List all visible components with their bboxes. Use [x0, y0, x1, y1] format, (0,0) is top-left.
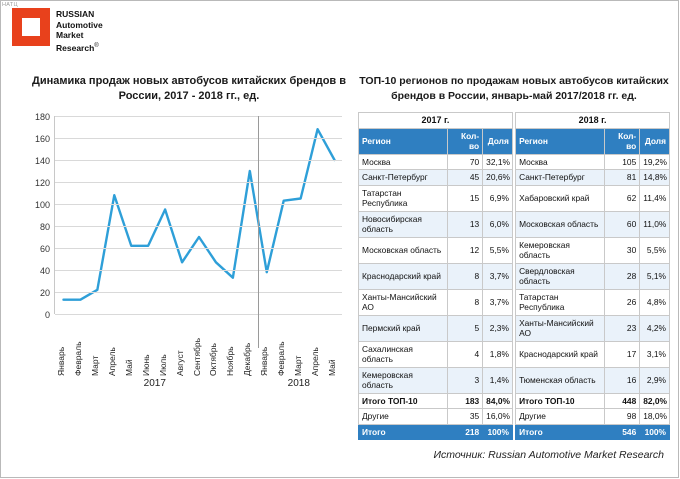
cell-share: 6,9%	[483, 185, 513, 211]
cell-region: Москва	[359, 154, 448, 170]
cell-count: 5	[448, 315, 483, 341]
registered-mark: ®	[94, 42, 99, 49]
logo-line-3: Market	[56, 30, 84, 40]
cell-count: 4	[448, 341, 483, 367]
table-row	[359, 154, 670, 170]
cell-share: 3,7%	[483, 289, 513, 315]
chart-x-tick-label: Февраль	[276, 341, 287, 376]
table-row	[359, 211, 670, 237]
cell-region: Краснодарский край	[516, 341, 605, 367]
cell-share: 1,4%	[483, 367, 513, 393]
cell-region: Санкт-Петербург	[516, 170, 605, 186]
chart-gridline	[34, 134, 342, 144]
chart-series-line	[55, 116, 343, 314]
chart-x-tick-label: Февраль	[72, 341, 83, 376]
chart-x-tick-label: Сентябрь	[191, 337, 202, 376]
logo-line-4: Research®	[56, 42, 99, 53]
cell-region: Сахалинская область	[359, 341, 448, 367]
chart-x-tick-label: Декабрь	[242, 342, 253, 376]
cell-region: Кемеровская область	[516, 237, 605, 263]
company-logo	[12, 8, 103, 53]
table-column-header-row	[359, 128, 670, 154]
cell-count: 62	[605, 185, 640, 211]
cell-share: 5,5%	[483, 237, 513, 263]
cell-total-count: 448	[605, 393, 640, 409]
line-chart	[20, 112, 350, 389]
year-header-2018: 2018 г.	[516, 113, 670, 129]
cell-region: Тюменская область	[516, 367, 605, 393]
cell-share: 6,0%	[483, 211, 513, 237]
cell-region: Новосибирская область	[359, 211, 448, 237]
chart-y-tick-label: 80	[39, 222, 50, 232]
cell-count: 3	[448, 367, 483, 393]
cell-others-count: 35	[448, 409, 483, 425]
col-share-2018: Доля	[640, 128, 670, 154]
cell-share: 20,6%	[483, 170, 513, 186]
col-count-2017: Кол-во	[448, 128, 483, 154]
cell-others-share: 18,0%	[640, 409, 670, 425]
cell-share: 5,5%	[640, 237, 670, 263]
chart-y-tick-label: 140	[34, 156, 50, 166]
cell-total-label: Итого ТОП-10	[359, 393, 448, 409]
cell-share: 3,1%	[640, 341, 670, 367]
chart-y-tick-label: 180	[34, 112, 50, 122]
chart-gridline	[34, 156, 342, 166]
cell-share: 5,1%	[640, 263, 670, 289]
cell-share: 3,7%	[483, 263, 513, 289]
cell-count: 28	[605, 263, 640, 289]
cell-grand-count: 546	[605, 424, 640, 440]
cell-share: 1,8%	[483, 341, 513, 367]
cell-count: 45	[448, 170, 483, 186]
chart-x-tick-label: Январь	[259, 346, 270, 376]
table-body	[359, 154, 670, 440]
chart-gridline	[39, 288, 342, 298]
col-region-2017: Регион	[359, 128, 448, 154]
table-row	[359, 237, 670, 263]
table-row	[359, 170, 670, 186]
cell-grand-count: 218	[448, 424, 483, 440]
cell-total-label: Итого ТОП-10	[516, 393, 605, 409]
table-row	[359, 289, 670, 315]
chart-period-label: 2018	[287, 378, 310, 389]
cell-grand-label: Итого	[516, 424, 605, 440]
cell-count: 81	[605, 170, 640, 186]
cell-count: 60	[605, 211, 640, 237]
logo-corner-text: НАТЦ	[2, 2, 18, 8]
cell-count: 30	[605, 237, 640, 263]
cell-region: Московская область	[516, 211, 605, 237]
chart-x-tick-label: Март	[89, 355, 100, 376]
cell-region: Кемеровская область	[359, 367, 448, 393]
chart-gridline	[44, 310, 342, 320]
year-header-2017: 2017 г.	[359, 113, 513, 129]
chart-x-tick-label: Апрель	[106, 347, 117, 376]
cell-grand-label: Итого	[359, 424, 448, 440]
cell-region: Пермский край	[359, 315, 448, 341]
chart-y-tick-label: 60	[39, 244, 50, 254]
cell-region: Санкт-Петербург	[359, 170, 448, 186]
cell-region: Краснодарский край	[359, 263, 448, 289]
cell-grand-share: 100%	[483, 424, 513, 440]
cell-region: Свердловская область	[516, 263, 605, 289]
chart-y-tick-label: 100	[34, 200, 50, 210]
chart-gridline	[34, 178, 342, 188]
cell-region: Татарстан Республика	[359, 185, 448, 211]
cell-count: 26	[605, 289, 640, 315]
cell-region: Татарстан Республика	[516, 289, 605, 315]
cell-count: 8	[448, 263, 483, 289]
table-row	[359, 409, 670, 425]
chart-x-tick-label: Апрель	[310, 347, 321, 376]
cell-total-share: 82,0%	[640, 393, 670, 409]
cell-total-count: 183	[448, 393, 483, 409]
table-row	[359, 185, 670, 211]
cell-total-share: 84,0%	[483, 393, 513, 409]
chart-year-separator	[258, 116, 259, 348]
chart-y-tick-label: 120	[34, 178, 50, 188]
table-row	[359, 341, 670, 367]
chart-x-axis-labels	[54, 318, 342, 376]
col-share-2017: Доля	[483, 128, 513, 154]
chart-plot-area	[34, 112, 342, 320]
table-row	[359, 424, 670, 440]
chart-title: Динамика продаж новых автобусов китайских брендов в России, 2017 - 2018 гг., ед.	[31, 75, 347, 102]
chart-y-tick-label: 20	[39, 288, 50, 298]
cell-share: 4,2%	[640, 315, 670, 341]
cell-count: 70	[448, 154, 483, 170]
top10-regions-table	[358, 112, 670, 440]
chart-x-tick-label: Январь	[55, 346, 66, 376]
cell-grand-share: 100%	[640, 424, 670, 440]
source-note: Источник: Russian Automotive Market Research	[433, 449, 664, 461]
cell-region: Хабаровский край	[516, 185, 605, 211]
logo-text	[56, 8, 103, 53]
chart-gridline	[39, 222, 342, 232]
cell-count: 105	[605, 154, 640, 170]
cell-share: 32,1%	[483, 154, 513, 170]
chart-gridline	[34, 112, 342, 122]
table-row	[359, 393, 670, 409]
table-row	[359, 263, 670, 289]
chart-gridline	[39, 266, 342, 276]
cell-count: 17	[605, 341, 640, 367]
cell-share: 19,2%	[640, 154, 670, 170]
cell-count: 12	[448, 237, 483, 263]
cell-count: 8	[448, 289, 483, 315]
table-title: ТОП-10 регионов по продажам новых автобусов китайских брендов в России, январь-май 2017/2018 гг. ед.	[359, 75, 669, 102]
cell-count: 23	[605, 315, 640, 341]
cell-region: Московская область	[359, 237, 448, 263]
cell-share: 11,0%	[640, 211, 670, 237]
cell-share: 2,3%	[483, 315, 513, 341]
chart-x-tick-label: Август	[174, 350, 185, 376]
logo-line-1: RUSSIAN	[56, 9, 95, 19]
chart-y-tick-label: 40	[39, 266, 50, 276]
cell-count: 13	[448, 211, 483, 237]
chart-y-tick-label: 160	[34, 134, 50, 144]
cell-others-label: Другие	[359, 409, 448, 425]
cell-region: Ханты-Мансийский АО	[359, 289, 448, 315]
chart-x-tick-label: Октябрь	[208, 343, 219, 376]
chart-y-tick-label: 0	[44, 310, 50, 320]
col-region-2018: Регион	[516, 128, 605, 154]
cell-others-count: 98	[605, 409, 640, 425]
cell-count: 15	[448, 185, 483, 211]
chart-x-tick-label: Июнь	[140, 354, 151, 376]
chart-x-tick-label: Март	[293, 355, 304, 376]
chart-x-tick-label: Май	[327, 359, 338, 376]
chart-x-tick-label: Май	[123, 359, 134, 376]
chart-gridline	[34, 200, 342, 210]
col-count-2018: Кол-во	[605, 128, 640, 154]
logo-line-2: Automotive	[56, 19, 103, 30]
cell-count: 16	[605, 367, 640, 393]
cell-share: 14,8%	[640, 170, 670, 186]
cell-others-share: 16,0%	[483, 409, 513, 425]
chart-x-tick-label: Ноябрь	[225, 346, 236, 376]
table-row	[359, 315, 670, 341]
chart-x-tick-label: Июль	[157, 354, 168, 376]
cell-region: Ханты-Мансийский АО	[516, 315, 605, 341]
cell-share: 2,9%	[640, 367, 670, 393]
cell-share: 11,4%	[640, 185, 670, 211]
cell-region: Москва	[516, 154, 605, 170]
chart-gridline	[39, 244, 342, 254]
logo-mark-icon	[12, 8, 50, 46]
chart-period-label: 2017	[143, 378, 166, 389]
cell-share: 4,8%	[640, 289, 670, 315]
cell-others-label: Другие	[516, 409, 605, 425]
table-row	[359, 367, 670, 393]
table-year-header-row	[359, 113, 670, 129]
